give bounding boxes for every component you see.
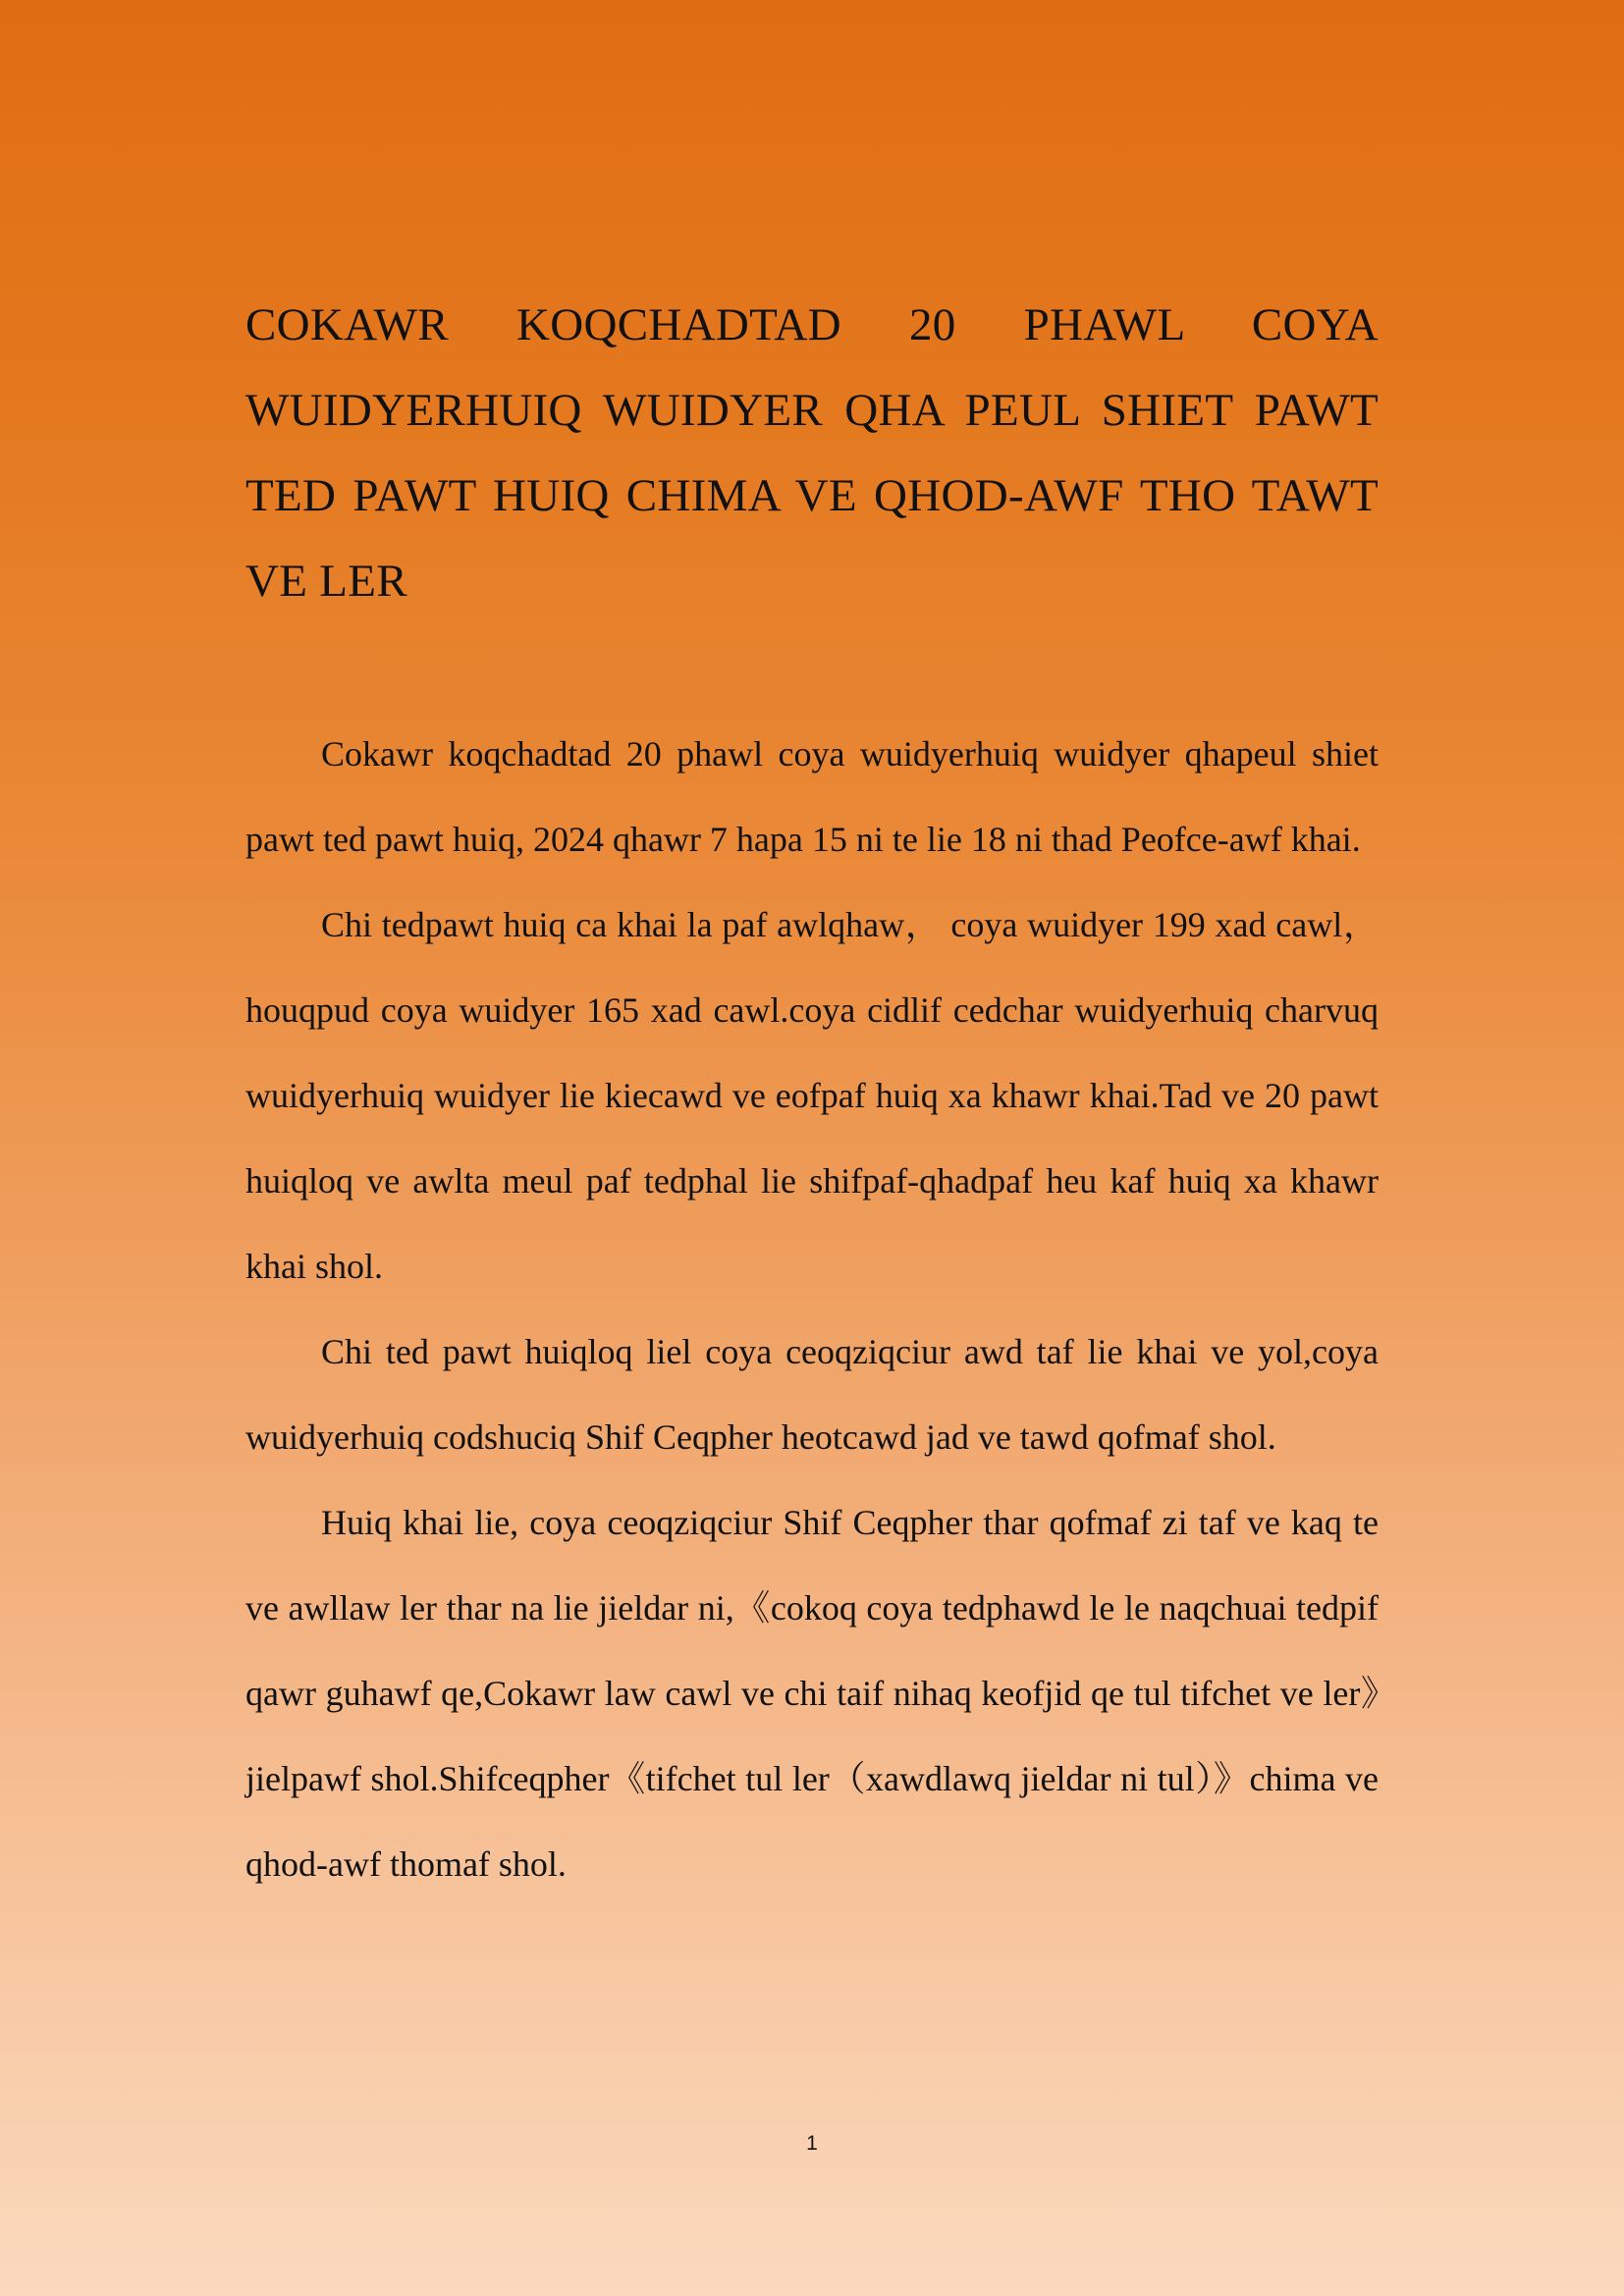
page-number: 1 [806,2132,818,2155]
document-title: COKAWR KOQCHADTAD 20 PHAWL COYA WUIDYERHUIQ WUIDYER QHA PEUL SHIET PAWT TED PAWT HUIQ CHIMA VE QHOD-AWF THO TAWT VE LER [245,299,1379,607]
document-body [245,712,1379,1907]
paragraph: Chi tedpawt huiq ca khai la paf awlqhaw， coya wuidyer 199 xad cawl， houqpud coya wuidyer 165 xad cawl.coya cidlif cedchar wuidyerhuiq charvuq wuidyerhuiq wuidyer lie kiecawd ve eofpaf huiq xa khawr khai.Tad ve 20 pawt huiqloq ve awlta meul paf tedphal lie shifpaf-qhadpaf heu kaf huiq xa khawr khai shol. [245,905,1379,1286]
paragraph: Chi ted pawt huiqloq liel coya ceoqziqciur awd taf lie khai ve yol,coya wuidyerhuiq codshuciq Shif Ceqpher heotcawd jad ve tawd qofmaf shol. [245,1332,1379,1457]
paragraph: Huiq khai lie, coya ceoqziqciur Shif Ceqpher thar qofmaf zi taf ve kaq te ve awllaw ler thar na lie jieldar ni,《cokoq coya tedphawd le le naqchuai tedpif qawr guhawf qe,Cokawr law cawl ve chi taif nihaq keofjid qe tul tifchet ve ler》jielpawf shol.Shifceqpher《tifchet tul ler（xawdlawq jieldar ni tul）》chima ve qhod-awf thomaf shol. [245,1503,1380,1884]
paragraph: Cokawr koqchadtad 20 phawl coya wuidyerhuiq wuidyer qhapeul shiet pawt ted pawt huiq, 2024 qhawr 7 hapa 15 ni te lie 18 ni thad Peofce-awf khai. [245,734,1379,859]
